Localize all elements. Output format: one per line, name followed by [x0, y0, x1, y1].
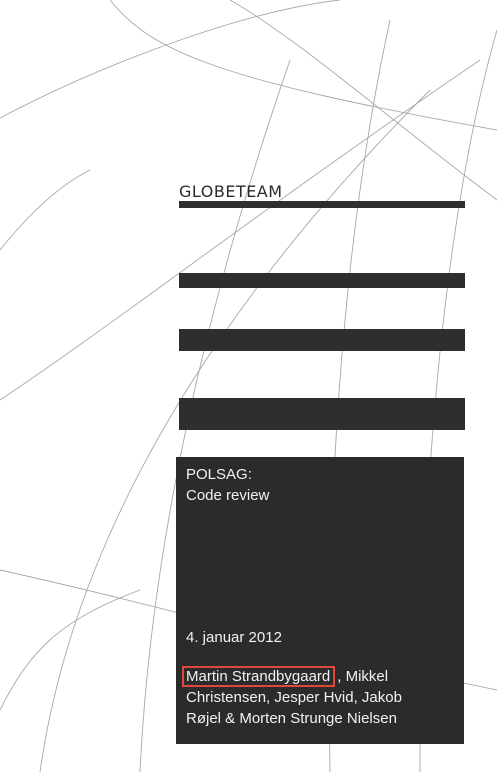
project-name: POLSAG: [186, 466, 252, 483]
decorative-bar [179, 329, 465, 351]
authors-line-1-rest: , Mikkel [337, 668, 389, 685]
header-bar [179, 201, 465, 208]
cover-info-block [176, 457, 464, 744]
document-subject: Code review [186, 487, 270, 504]
document-date: 4. januar 2012 [186, 629, 282, 646]
highlighted-author: Martin Strandbygaard [182, 666, 335, 687]
globeteam-logo: GLOBETEAM [179, 182, 283, 201]
authors-line-3: Røjel & Morten Strunge Nielsen [186, 710, 397, 727]
authors-line-2: Christensen, Jesper Hvid, Jakob [186, 689, 402, 706]
decorative-bar [179, 273, 465, 288]
decorative-bar [179, 398, 465, 430]
authors-list [182, 666, 462, 729]
